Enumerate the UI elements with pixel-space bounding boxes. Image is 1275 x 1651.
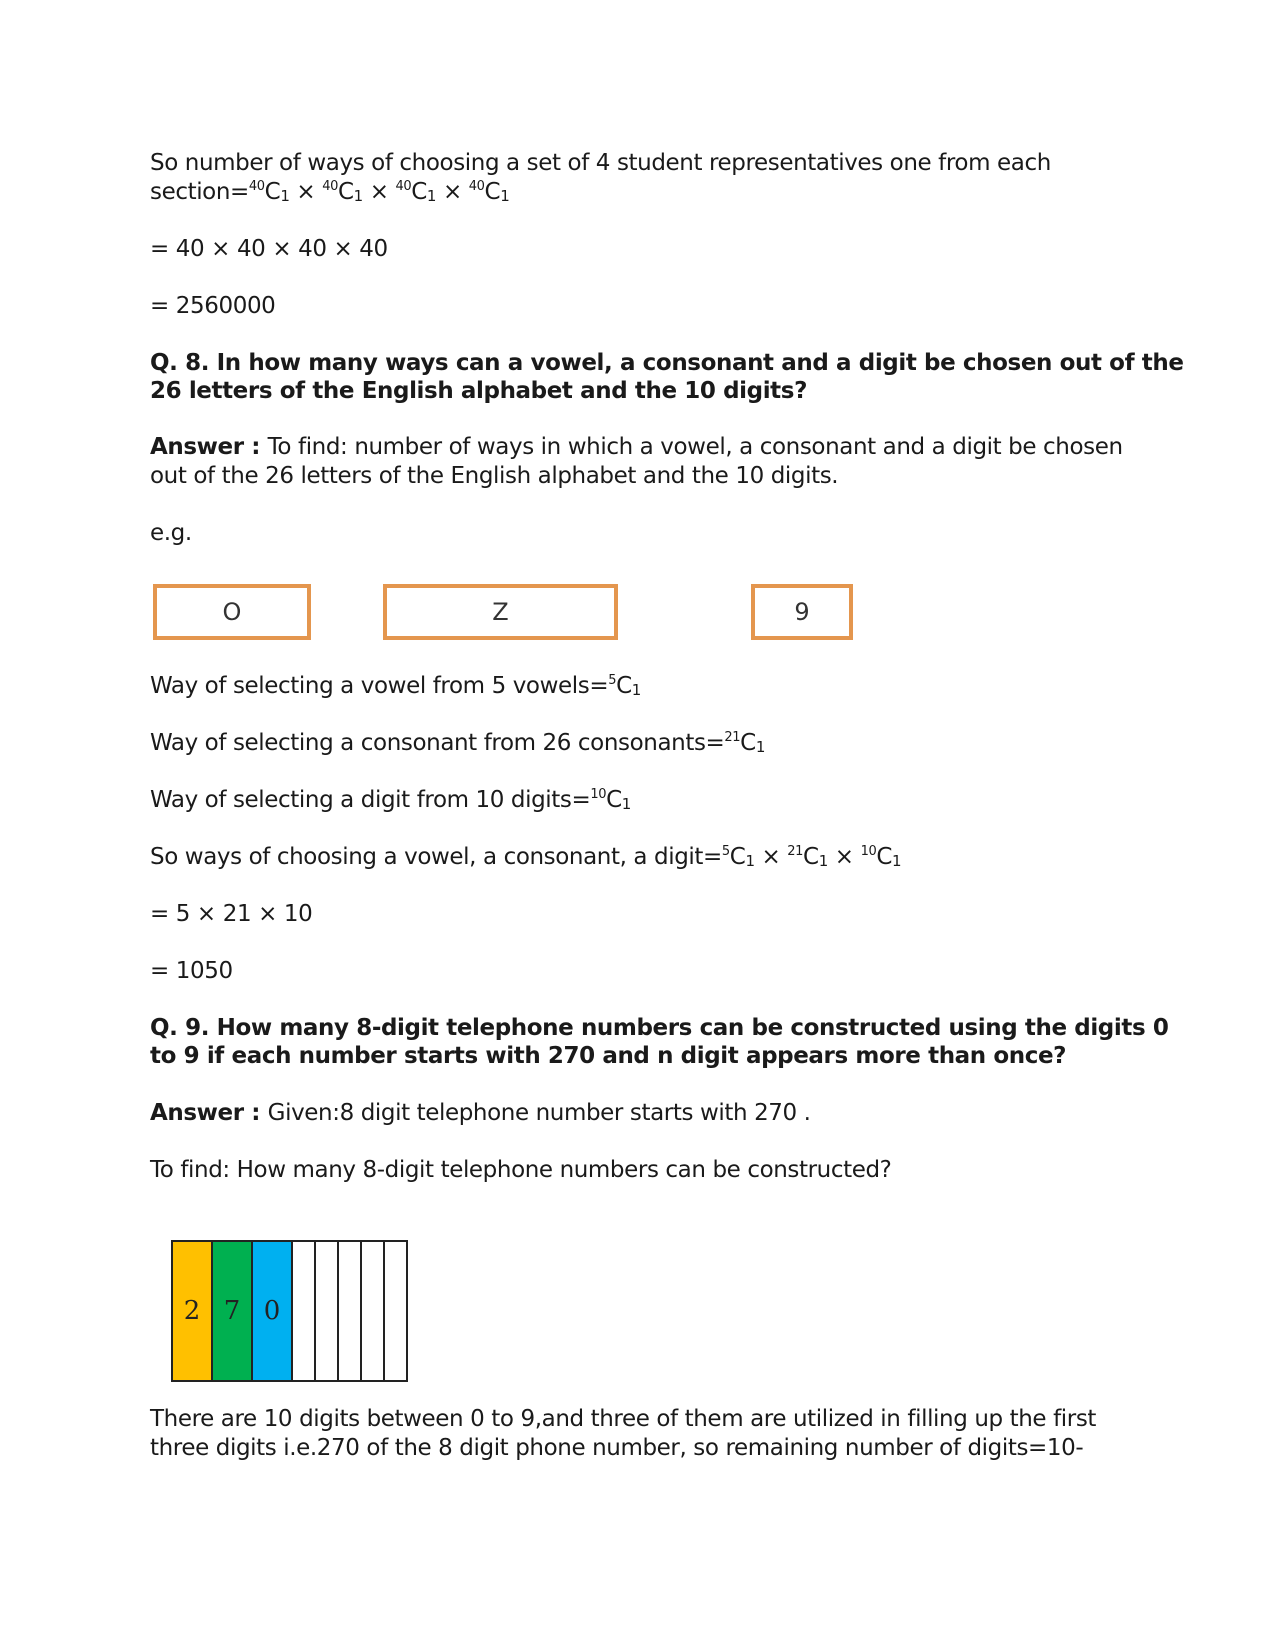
- q9-answer-line: Answer : Given:8 digit telephone number starts with 270 .: [150, 1100, 811, 1126]
- phone-digit-cell: [291, 1240, 316, 1382]
- q8-calc: = 5 × 21 × 10: [150, 901, 313, 927]
- phone-digit-strip: [171, 1240, 408, 1382]
- q7-text-line1: So number of ways of choosing a set of 4 student representatives one from each: [150, 150, 1051, 176]
- q8-vowel-line: Way of selecting a vowel from 5 $vowels=^5C_1$: [150, 673, 641, 699]
- phone-digit-cell: [383, 1240, 408, 1382]
- q9-explain-line1: There are 10 digits between 0 to 9,and three of them are utilized in filling up the first: [150, 1406, 1097, 1432]
- q8-answer-line2: out of the 26 letters of the English alphabet and the 10 digits.: [150, 463, 839, 489]
- q7-calc: = 40 × 40 × 40 × 40: [150, 236, 388, 262]
- phone-digit-cell: 0: [251, 1240, 293, 1382]
- vowel-box: O: [153, 584, 311, 640]
- phone-digit-cell: 2: [171, 1240, 213, 1382]
- q8-digit-line: Way of selecting a digit from 10 $digits=^{10}C_1$: [150, 787, 631, 813]
- q9-explain-line2: three digits i.e.270 of the 8 digit phone number, so remaining number of digits=10-: [150, 1435, 1084, 1461]
- q8-question-line2: 26 letters of the English alphabet and the 10 digits?: [150, 378, 808, 404]
- q9-question-line1: Q. 9. How many 8-digit telephone numbers can be constructed using the digits 0: [150, 1015, 1169, 1041]
- q9-question-line2: to 9 if each number starts with 270 and n digit appears more than once?: [150, 1043, 1067, 1069]
- phone-digit-cell: [360, 1240, 385, 1382]
- digit-box: 9: [751, 584, 853, 640]
- phone-digit-cell: 7: [211, 1240, 253, 1382]
- answer-label: Answer :: [150, 1100, 268, 1126]
- q8-answer-line1: Answer : To find: number of ways in which a vowel, a consonant and a digit be chosen: [150, 434, 1123, 460]
- consonant-box: Z: [383, 584, 618, 640]
- q8-so-line: So ways of choosing a vowel, a consonant, a $digit=^5C_1 \times ^{21}C_1 \times ^{10}C_1$: [150, 844, 902, 870]
- phone-digit-cell: [314, 1240, 339, 1382]
- q8-result: = 1050: [150, 958, 233, 984]
- q7-formula-line: $section=^{40}C_1 \times ^{40}C_1 \times ^{40}C_1 \times ^{40}C_1$: [150, 179, 510, 205]
- phone-digit-cell: [337, 1240, 362, 1382]
- q7-result: = 2560000: [150, 293, 276, 319]
- q8-eg: e.g.: [150, 520, 192, 546]
- q8-consonant-line: Way of selecting a consonant from 26 $consonants=^{21}C_1$: [150, 730, 765, 756]
- q8-question-line1: Q. 8. In how many ways can a vowel, a consonant and a digit be chosen out of the: [150, 350, 1184, 376]
- answer-label: Answer :: [150, 434, 268, 460]
- q9-to-find: To find: How many 8-digit telephone numbers can be constructed?: [150, 1157, 892, 1183]
